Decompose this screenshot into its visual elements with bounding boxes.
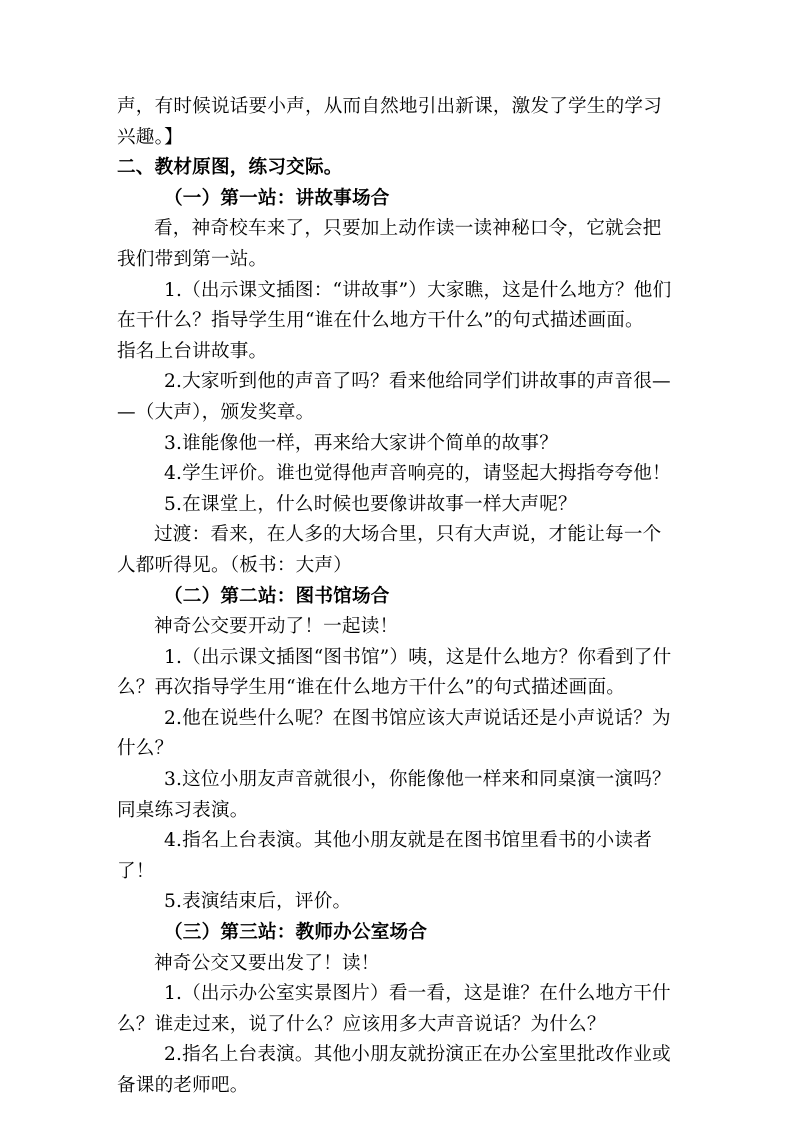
text-line: 同桌练习表演。 bbox=[117, 799, 249, 821]
text-line: 么？谁走过来，说了什么？应该用多大声音说话？为什么？ bbox=[117, 1013, 606, 1035]
text-line: 指名上台讲故事。 bbox=[117, 340, 268, 362]
text-line: 看，神奇校车来了，只要加上动作读一读神秘口令，它就会把 bbox=[154, 218, 662, 240]
text-line: 兴趣。】 bbox=[117, 126, 183, 148]
section-heading: 二、教材原图，练习交际。 bbox=[117, 157, 343, 179]
text-line: 神奇公交又要出发了！读！ bbox=[154, 952, 380, 974]
text-line: 2.指名上台表演。其他小朋友就扮演正在办公室里批改作业或 bbox=[164, 1044, 671, 1066]
text-line: 1.（出示课文插图：“讲故事”）大家瞧，这是什么地方？他们 bbox=[164, 279, 672, 301]
text-line: 2.他在说些什么呢？在图书馆应该大声说话还是小声说话？为 bbox=[164, 707, 671, 729]
text-line: 3.这位小朋友声音就很小，你能像他一样来和同桌演一演吗？ bbox=[164, 769, 671, 791]
text-line: 2.大家听到他的声音了吗？看来他给同学们讲故事的声音很— bbox=[164, 371, 671, 393]
text-line: 在干什么？指导学生用“谁在什么地方干什么”的句式描述画面。 bbox=[117, 310, 644, 332]
document-page bbox=[117, 92, 677, 1102]
text-line: —（大声），颁发奖章。 bbox=[117, 401, 315, 423]
text-line: 5.表演结束后，评价。 bbox=[164, 891, 352, 913]
text-line: 4.学生评价。谁也觉得他声音响亮的，请竖起大拇指夸夸他！ bbox=[164, 463, 671, 485]
section-heading: （二）第二站：图书馆场合 bbox=[164, 585, 390, 607]
text-line: 4.指名上台表演。其他小朋友就是在图书馆里看书的小读者 bbox=[164, 830, 652, 852]
text-line: 备课的老师吧。 bbox=[117, 1075, 249, 1096]
text-line: 人都听得见。（板书：大声） bbox=[117, 554, 353, 576]
text-line: 过渡：看来，在人多的大场合里，只有大声说，才能让每一个 bbox=[154, 524, 662, 546]
text-line: 什么？ bbox=[117, 738, 174, 760]
text-line: 神奇公交要开动了！一起读！ bbox=[154, 616, 399, 638]
text-line: 声，有时候说话要小声，从而自然地引出新课，激发了学生的学习 bbox=[117, 96, 663, 117]
text-line: 5.在课堂上，什么时候也要像讲故事一样大声呢？ bbox=[164, 493, 577, 515]
text-line: 3.谁能像他一样，再来给大家讲个简单的故事？ bbox=[164, 432, 559, 454]
text-line: 1.（出示办公室实景图片）看一看，这是谁？在什么地方干什 bbox=[164, 983, 671, 1005]
text-line: 1.（出示课文插图“图书馆”）咦，这是什么地方？你看到了什 bbox=[164, 646, 672, 668]
text-line: 了！ bbox=[117, 860, 155, 882]
text-line: 么？再次指导学生用“谁在什么地方干什么”的句式描述画面。 bbox=[117, 677, 626, 699]
text-line: 我们带到第一站。 bbox=[117, 248, 268, 270]
section-heading: （三）第三站：教师办公室场合 bbox=[164, 922, 428, 944]
section-heading: （一）第一站：讲故事场合 bbox=[164, 187, 390, 209]
